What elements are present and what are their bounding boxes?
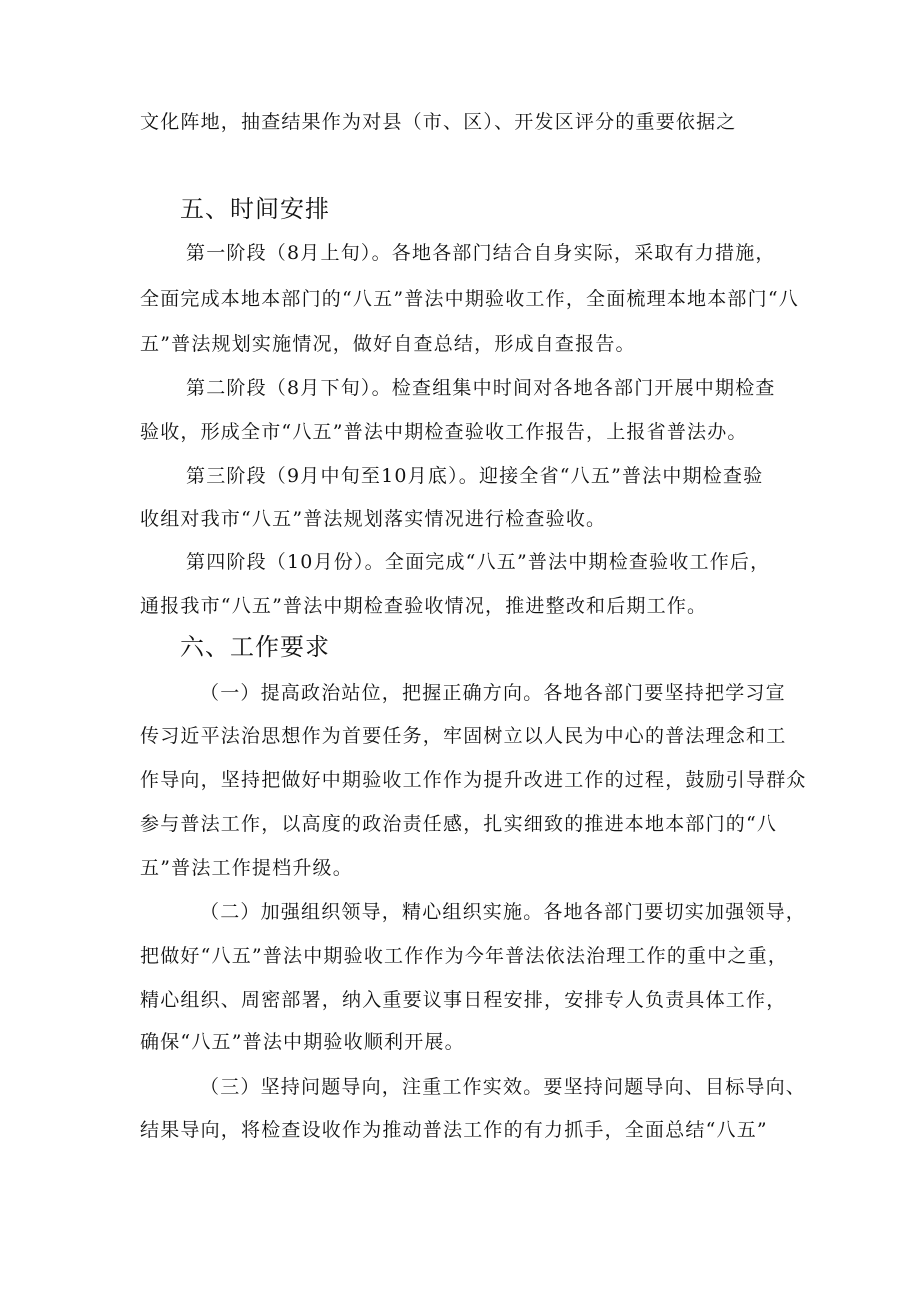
text-line: 参与普法工作，以高度的政治责任感，扎实细致的推进本地本部门的“八 (140, 813, 778, 835)
text-line: 全面完成本地本部门的“八五”普法中期验收工作，全面梳理本地本部门“八 (140, 288, 799, 310)
text-line: （一）提高政治站位，把握正确方向。各地各部门要坚持把学习宣 (200, 682, 786, 704)
text-line: 五”普法工作提档升级。 (140, 857, 353, 879)
text-line: 确保“八五”普法中期验收顺利开展。 (140, 1031, 465, 1053)
text-line: 把做好“八五”普法中期验收工作作为今年普法依法治理工作的重中之重， (140, 945, 789, 967)
section-heading-requirements: 六、工作要求 (180, 633, 330, 661)
text-line: 第四阶段（10月份）。全面完成“八五”普法中期检查验收工作后， (186, 551, 771, 573)
text-line: 通报我市“八五”普法中期检查验收情况，推进整改和后期工作。 (140, 595, 708, 617)
text-line: 五”普法规划实施情况，做好自查总结，形成自查报告。 (140, 333, 636, 355)
text-line: 收组对我市“八五”普法规划落实情况进行检查验收。 (140, 508, 607, 530)
text-line: 结果导向，将检查设收作为推动普法工作的有力抓手，全面总结“八五” (140, 1119, 768, 1141)
text-line: 第二阶段（8月下旬）。检查组集中时间对各地各部门开展中期检查 (186, 377, 776, 399)
text-line: 传习近平法治思想作为首要任务，牢固树立以人民为中心的普法理念和工 (140, 725, 787, 747)
text-line: （三）坚持问题导向，注重工作实效。要坚持问题导向、目标导向、 (200, 1076, 807, 1098)
text-line: 第一阶段（8月上旬）。各地各部门结合自身实际，采取有力措施， (186, 242, 776, 264)
text-line: 验收，形成全市“八五”普法中期检查验收工作报告，上报省普法办。 (140, 421, 748, 443)
text-line: （二）加强组织领导，精心组织实施。各地各部门要切实加强领导， (200, 901, 807, 923)
text-line: 文化阵地，抽查结果作为对县（市、区）、开发区评分的重要依据之 (140, 111, 737, 133)
text-line: 精心组织、周密部署，纳入重要议事日程安排，安排专人负责具体工作， (140, 989, 787, 1011)
text-line: 作导向，坚持把做好中期验收工作作为提升改进工作的过程，鼓励引导群众 (140, 769, 807, 791)
text-line: 第三阶段（9月中旬至10月底）。迎接全省“八五”普法中期检查验 (186, 465, 764, 487)
section-heading-schedule: 五、时间安排 (180, 195, 330, 223)
